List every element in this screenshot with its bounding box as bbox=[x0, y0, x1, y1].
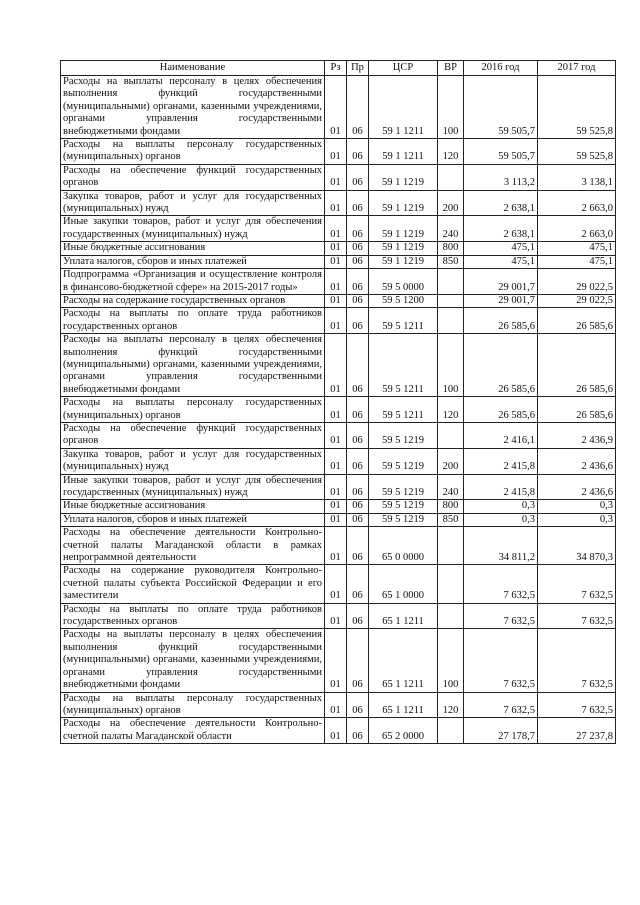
row-vr: 850 bbox=[438, 255, 464, 268]
table-row bbox=[61, 692, 616, 718]
row-2017: 2 436,6 bbox=[538, 448, 616, 474]
row-name: Расходы на содержание государственных органов bbox=[61, 294, 325, 307]
table-row bbox=[61, 474, 616, 500]
table-row bbox=[61, 139, 616, 165]
row-2016: 7 632,5 bbox=[464, 692, 538, 718]
header-2016: 2016 год bbox=[464, 61, 538, 76]
row-vr bbox=[438, 718, 464, 744]
row-rz: 01 bbox=[325, 629, 347, 692]
row-rz: 01 bbox=[325, 164, 347, 190]
row-2017: 2 436,6 bbox=[538, 474, 616, 500]
table-row bbox=[61, 629, 616, 692]
row-vr: 100 bbox=[438, 76, 464, 139]
row-2016: 59 505,7 bbox=[464, 76, 538, 139]
row-2016: 26 585,6 bbox=[464, 334, 538, 397]
row-rz: 01 bbox=[325, 692, 347, 718]
row-pr: 06 bbox=[347, 334, 369, 397]
row-rz: 01 bbox=[325, 474, 347, 500]
row-2016: 475,1 bbox=[464, 255, 538, 268]
row-2016: 7 632,5 bbox=[464, 565, 538, 603]
row-pr: 06 bbox=[347, 527, 369, 565]
table-row bbox=[61, 76, 616, 139]
row-csr: 59 1 1219 bbox=[369, 255, 438, 268]
row-vr bbox=[438, 603, 464, 629]
row-csr: 59 1 1219 bbox=[369, 216, 438, 242]
row-2016: 34 811,2 bbox=[464, 527, 538, 565]
row-2016: 475,1 bbox=[464, 242, 538, 255]
row-2016: 59 505,7 bbox=[464, 139, 538, 165]
row-name: Расходы на обеспечение функций государственных органов bbox=[61, 422, 325, 448]
row-2017: 34 870,3 bbox=[538, 527, 616, 565]
row-rz: 01 bbox=[325, 513, 347, 526]
row-pr: 06 bbox=[347, 448, 369, 474]
header-vr: ВР bbox=[438, 61, 464, 76]
row-2016: 7 632,5 bbox=[464, 629, 538, 692]
table-row bbox=[61, 513, 616, 526]
table-row bbox=[61, 603, 616, 629]
row-2017: 0,3 bbox=[538, 500, 616, 513]
row-name: Расходы на выплаты по оплате труда работников государственных органов bbox=[61, 603, 325, 629]
row-2017: 27 237,8 bbox=[538, 718, 616, 744]
row-csr: 59 5 1211 bbox=[369, 397, 438, 423]
row-2016: 27 178,7 bbox=[464, 718, 538, 744]
row-pr: 06 bbox=[347, 308, 369, 334]
row-csr: 59 5 1219 bbox=[369, 513, 438, 526]
row-name: Закупка товаров, работ и услуг для государственных (муниципальных) нужд bbox=[61, 190, 325, 216]
row-2016: 2 415,8 bbox=[464, 474, 538, 500]
row-vr bbox=[438, 565, 464, 603]
row-name: Расходы на обеспечение деятельности Контрольно-счетной палаты Магаданской области в рамках непрограммной деятельности bbox=[61, 527, 325, 565]
table-row bbox=[61, 527, 616, 565]
table-row bbox=[61, 448, 616, 474]
row-vr bbox=[438, 269, 464, 295]
row-pr: 06 bbox=[347, 164, 369, 190]
table-row bbox=[61, 565, 616, 603]
row-pr: 06 bbox=[347, 269, 369, 295]
row-csr: 59 5 1200 bbox=[369, 294, 438, 307]
row-name: Расходы на обеспечение функций государственных органов bbox=[61, 164, 325, 190]
row-2017: 0,3 bbox=[538, 513, 616, 526]
row-rz: 01 bbox=[325, 190, 347, 216]
row-2017: 3 138,1 bbox=[538, 164, 616, 190]
row-vr: 240 bbox=[438, 474, 464, 500]
row-2016: 2 415,8 bbox=[464, 448, 538, 474]
row-2016: 2 416,1 bbox=[464, 422, 538, 448]
row-vr bbox=[438, 164, 464, 190]
row-2017: 59 525,8 bbox=[538, 139, 616, 165]
row-vr: 120 bbox=[438, 139, 464, 165]
row-csr: 59 5 1219 bbox=[369, 474, 438, 500]
row-2016: 26 585,6 bbox=[464, 397, 538, 423]
row-2017: 26 585,6 bbox=[538, 397, 616, 423]
row-csr: 59 1 1219 bbox=[369, 242, 438, 255]
row-2016: 3 113,2 bbox=[464, 164, 538, 190]
row-vr: 120 bbox=[438, 692, 464, 718]
table-row bbox=[61, 164, 616, 190]
table-row bbox=[61, 269, 616, 295]
table-row bbox=[61, 308, 616, 334]
row-pr: 06 bbox=[347, 422, 369, 448]
row-rz: 01 bbox=[325, 397, 347, 423]
row-2017: 7 632,5 bbox=[538, 565, 616, 603]
row-rz: 01 bbox=[325, 294, 347, 307]
row-csr: 59 1 1211 bbox=[369, 76, 438, 139]
row-name: Расходы на выплаты персоналу в целях обеспечения выполнения функций государственными (муниципальными) органами, казенными учреждениями, органами управления государственными внебюджетными фондами bbox=[61, 334, 325, 397]
row-csr: 59 5 1219 bbox=[369, 500, 438, 513]
table-row bbox=[61, 397, 616, 423]
row-csr: 65 2 0000 bbox=[369, 718, 438, 744]
row-2017: 7 632,5 bbox=[538, 629, 616, 692]
header-csr: ЦСР bbox=[369, 61, 438, 76]
row-pr: 06 bbox=[347, 76, 369, 139]
row-rz: 01 bbox=[325, 308, 347, 334]
row-2016: 0,3 bbox=[464, 500, 538, 513]
row-2017: 2 663,0 bbox=[538, 216, 616, 242]
row-2017: 7 632,5 bbox=[538, 603, 616, 629]
row-name: Расходы на содержание руководителя Контрольно-счетной палаты субъекта Российской Федерации и его заместители bbox=[61, 565, 325, 603]
table-row bbox=[61, 422, 616, 448]
row-pr: 06 bbox=[347, 692, 369, 718]
row-rz: 01 bbox=[325, 255, 347, 268]
row-csr: 59 5 1219 bbox=[369, 422, 438, 448]
row-pr: 06 bbox=[347, 500, 369, 513]
row-name: Иные бюджетные ассигнования bbox=[61, 500, 325, 513]
row-vr: 100 bbox=[438, 334, 464, 397]
row-name: Подпрограмма «Организация и осуществление контроля в финансово-бюджетной сфере» на 2015-2017 годы» bbox=[61, 269, 325, 295]
row-2017: 29 022,5 bbox=[538, 294, 616, 307]
row-name: Расходы на выплаты персоналу государственных (муниципальных) органов bbox=[61, 139, 325, 165]
row-name: Иные закупки товаров, работ и услуг для обеспечения государственных (муниципальных) нужд bbox=[61, 216, 325, 242]
row-2017: 2 663,0 bbox=[538, 190, 616, 216]
row-vr bbox=[438, 294, 464, 307]
row-pr: 06 bbox=[347, 718, 369, 744]
row-name: Иные закупки товаров, работ и услуг для обеспечения государственных (муниципальных) нужд bbox=[61, 474, 325, 500]
row-2017: 475,1 bbox=[538, 242, 616, 255]
row-2016: 7 632,5 bbox=[464, 603, 538, 629]
row-2017: 26 585,6 bbox=[538, 308, 616, 334]
row-csr: 59 5 0000 bbox=[369, 269, 438, 295]
header-rz: Рз bbox=[325, 61, 347, 76]
row-rz: 01 bbox=[325, 334, 347, 397]
row-name: Расходы на выплаты персоналу государственных (муниципальных) органов bbox=[61, 397, 325, 423]
row-pr: 06 bbox=[347, 255, 369, 268]
row-name: Расходы на обеспечение деятельности Контрольно-счетной палаты Магаданской области bbox=[61, 718, 325, 744]
row-2016: 29 001,7 bbox=[464, 294, 538, 307]
row-name: Расходы на выплаты персоналу в целях обеспечения выполнения функций государственными (муниципальными) органами, казенными учреждениями, органами управления государственными внебюджетными фондами bbox=[61, 629, 325, 692]
row-2016: 0,3 bbox=[464, 513, 538, 526]
row-vr: 120 bbox=[438, 397, 464, 423]
row-rz: 01 bbox=[325, 139, 347, 165]
row-rz: 01 bbox=[325, 603, 347, 629]
row-rz: 01 bbox=[325, 500, 347, 513]
row-csr: 59 1 1219 bbox=[369, 164, 438, 190]
row-vr: 200 bbox=[438, 448, 464, 474]
row-pr: 06 bbox=[347, 242, 369, 255]
table-row bbox=[61, 190, 616, 216]
row-rz: 01 bbox=[325, 527, 347, 565]
row-csr: 65 1 1211 bbox=[369, 603, 438, 629]
row-csr: 65 1 1211 bbox=[369, 692, 438, 718]
row-rz: 01 bbox=[325, 422, 347, 448]
row-name: Расходы на выплаты по оплате труда работников государственных органов bbox=[61, 308, 325, 334]
row-2017: 59 525,8 bbox=[538, 76, 616, 139]
row-pr: 06 bbox=[347, 397, 369, 423]
budget-document-page bbox=[60, 60, 615, 744]
table-row bbox=[61, 242, 616, 255]
row-pr: 06 bbox=[347, 565, 369, 603]
row-2017: 7 632,5 bbox=[538, 692, 616, 718]
table-row bbox=[61, 294, 616, 307]
row-rz: 01 bbox=[325, 216, 347, 242]
row-name: Иные бюджетные ассигнования bbox=[61, 242, 325, 255]
row-csr: 59 5 1211 bbox=[369, 308, 438, 334]
row-2016: 2 638,1 bbox=[464, 216, 538, 242]
row-rz: 01 bbox=[325, 718, 347, 744]
table-row bbox=[61, 255, 616, 268]
table-header-row bbox=[61, 61, 616, 76]
row-csr: 65 1 0000 bbox=[369, 565, 438, 603]
row-2017: 29 022,5 bbox=[538, 269, 616, 295]
row-pr: 06 bbox=[347, 474, 369, 500]
row-csr: 65 1 1211 bbox=[369, 629, 438, 692]
row-pr: 06 bbox=[347, 190, 369, 216]
row-vr: 100 bbox=[438, 629, 464, 692]
row-2016: 2 638,1 bbox=[464, 190, 538, 216]
row-vr: 800 bbox=[438, 242, 464, 255]
row-rz: 01 bbox=[325, 448, 347, 474]
row-pr: 06 bbox=[347, 139, 369, 165]
table-body bbox=[61, 76, 616, 744]
row-pr: 06 bbox=[347, 513, 369, 526]
row-vr bbox=[438, 308, 464, 334]
row-vr: 800 bbox=[438, 500, 464, 513]
row-name: Уплата налогов, сборов и иных платежей bbox=[61, 255, 325, 268]
row-vr: 850 bbox=[438, 513, 464, 526]
row-vr bbox=[438, 422, 464, 448]
row-name: Расходы на выплаты персоналу в целях обеспечения выполнения функций государственными (муниципальными) органами, казенными учреждениями, органами управления государственными внебюджетными фондами bbox=[61, 76, 325, 139]
header-pr: Пр bbox=[347, 61, 369, 76]
row-csr: 65 0 0000 bbox=[369, 527, 438, 565]
row-2017: 2 436,9 bbox=[538, 422, 616, 448]
row-pr: 06 bbox=[347, 629, 369, 692]
header-name: Наименование bbox=[61, 61, 325, 76]
budget-table bbox=[60, 60, 616, 744]
row-vr: 200 bbox=[438, 190, 464, 216]
table-row bbox=[61, 500, 616, 513]
row-csr: 59 5 1211 bbox=[369, 334, 438, 397]
row-name: Закупка товаров, работ и услуг для государственных (муниципальных) нужд bbox=[61, 448, 325, 474]
row-rz: 01 bbox=[325, 269, 347, 295]
row-rz: 01 bbox=[325, 242, 347, 255]
row-2016: 26 585,6 bbox=[464, 308, 538, 334]
row-name: Уплата налогов, сборов и иных платежей bbox=[61, 513, 325, 526]
table-row bbox=[61, 216, 616, 242]
row-pr: 06 bbox=[347, 216, 369, 242]
header-2017: 2017 год bbox=[538, 61, 616, 76]
row-rz: 01 bbox=[325, 76, 347, 139]
row-vr bbox=[438, 527, 464, 565]
row-pr: 06 bbox=[347, 603, 369, 629]
row-csr: 59 1 1211 bbox=[369, 139, 438, 165]
row-2017: 26 585,6 bbox=[538, 334, 616, 397]
row-csr: 59 5 1219 bbox=[369, 448, 438, 474]
row-2017: 475,1 bbox=[538, 255, 616, 268]
row-2016: 29 001,7 bbox=[464, 269, 538, 295]
table-row bbox=[61, 718, 616, 744]
table-row bbox=[61, 334, 616, 397]
row-name: Расходы на выплаты персоналу государственных (муниципальных) органов bbox=[61, 692, 325, 718]
row-pr: 06 bbox=[347, 294, 369, 307]
row-vr: 240 bbox=[438, 216, 464, 242]
row-csr: 59 1 1219 bbox=[369, 190, 438, 216]
row-rz: 01 bbox=[325, 565, 347, 603]
